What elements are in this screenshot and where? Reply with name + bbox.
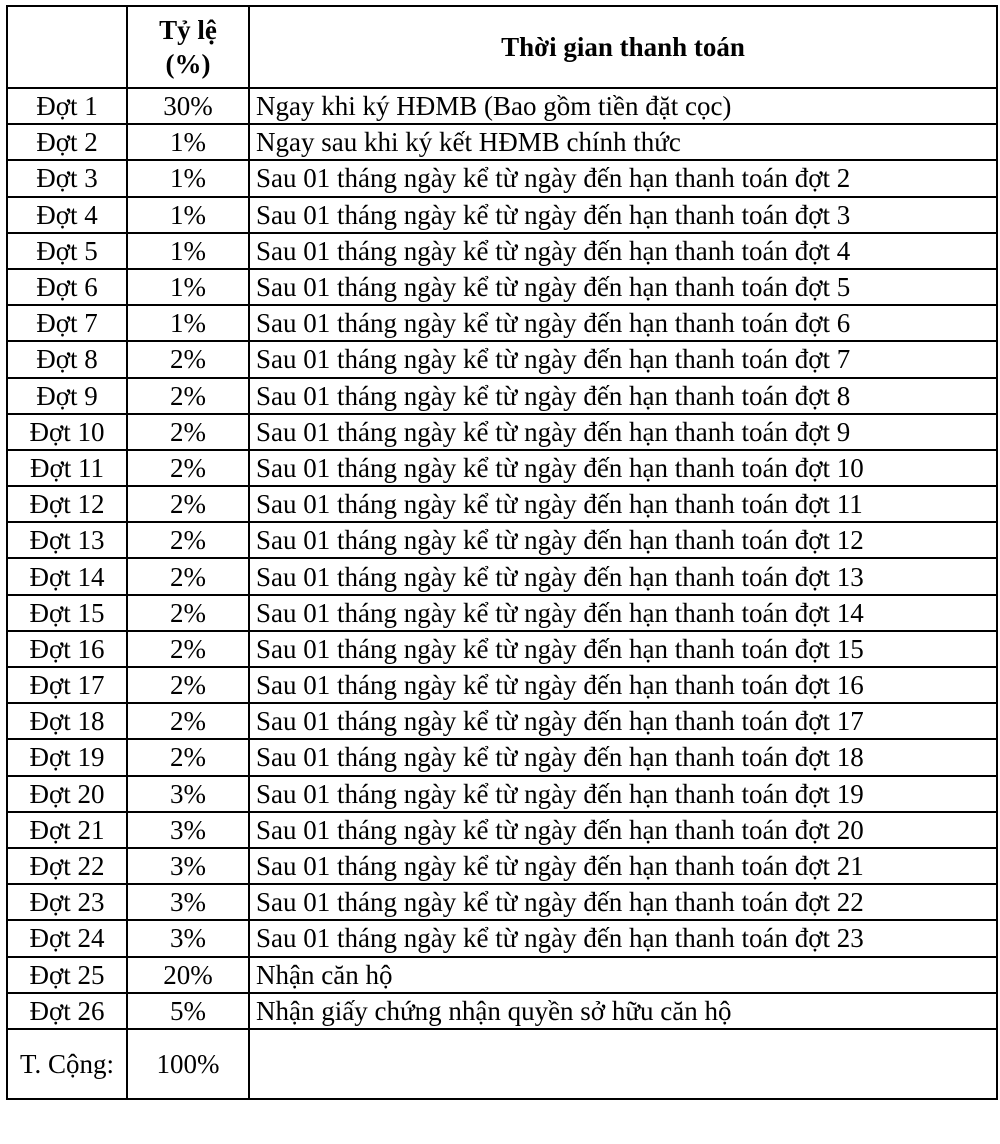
rate-cell: 1% (127, 160, 249, 196)
payment-time-cell: Sau 01 tháng ngày kể từ ngày đến hạn thanh toán đợt 3 (249, 197, 997, 233)
installment-cell: Đợt 9 (7, 378, 127, 414)
payment-time-cell: Nhận căn hộ (249, 957, 997, 993)
rate-cell: 2% (127, 341, 249, 377)
rate-cell: 30% (127, 88, 249, 124)
rate-cell: 5% (127, 993, 249, 1029)
table-row (7, 233, 997, 269)
payment-time-cell: Sau 01 tháng ngày kể từ ngày đến hạn thanh toán đợt 18 (249, 739, 997, 775)
table-row (7, 486, 997, 522)
table-row (7, 920, 997, 956)
rate-cell: 2% (127, 595, 249, 631)
table-row (7, 595, 997, 631)
table-row (7, 197, 997, 233)
table-row (7, 957, 997, 993)
rate-cell: 2% (127, 414, 249, 450)
table-row (7, 848, 997, 884)
table-row (7, 993, 997, 1029)
installment-cell: Đợt 7 (7, 305, 127, 341)
table-row (7, 522, 997, 558)
rate-cell: 1% (127, 305, 249, 341)
payment-time-cell: Nhận giấy chứng nhận quyền sở hữu căn hộ (249, 993, 997, 1029)
payment-time-cell: Sau 01 tháng ngày kể từ ngày đến hạn thanh toán đợt 11 (249, 486, 997, 522)
payment-time-cell: Sau 01 tháng ngày kể từ ngày đến hạn thanh toán đợt 23 (249, 920, 997, 956)
payment-time-cell: Sau 01 tháng ngày kể từ ngày đến hạn thanh toán đợt 8 (249, 378, 997, 414)
rate-cell: 2% (127, 703, 249, 739)
payment-time-cell: Sau 01 tháng ngày kể từ ngày đến hạn thanh toán đợt 6 (249, 305, 997, 341)
payment-time-cell: Sau 01 tháng ngày kể từ ngày đến hạn thanh toán đợt 5 (249, 269, 997, 305)
table-row (7, 88, 997, 124)
table-row (7, 812, 997, 848)
rate-cell: 3% (127, 884, 249, 920)
installment-cell: Đợt 11 (7, 450, 127, 486)
installment-cell: Đợt 1 (7, 88, 127, 124)
payment-time-cell: Sau 01 tháng ngày kể từ ngày đến hạn thanh toán đợt 16 (249, 667, 997, 703)
payment-time-cell: Sau 01 tháng ngày kể từ ngày đến hạn thanh toán đợt 17 (249, 703, 997, 739)
rate-cell: 1% (127, 197, 249, 233)
rate-cell: 3% (127, 812, 249, 848)
payment-time-cell: Sau 01 tháng ngày kể từ ngày đến hạn thanh toán đợt 7 (249, 341, 997, 377)
installment-cell: Đợt 2 (7, 124, 127, 160)
header-rate: Tỷ lệ (%) (127, 6, 249, 88)
table-total-row (7, 1029, 997, 1099)
payment-time-cell: Ngay sau khi ký kết HĐMB chính thức (249, 124, 997, 160)
payment-time-cell: Sau 01 tháng ngày kể từ ngày đến hạn thanh toán đợt 12 (249, 522, 997, 558)
payment-time-cell: Sau 01 tháng ngày kể từ ngày đến hạn thanh toán đợt 21 (249, 848, 997, 884)
table-row (7, 160, 997, 196)
table-row (7, 414, 997, 450)
installment-cell: Đợt 4 (7, 197, 127, 233)
table-row (7, 269, 997, 305)
payment-time-cell: Sau 01 tháng ngày kể từ ngày đến hạn thanh toán đợt 10 (249, 450, 997, 486)
installment-cell: Đợt 18 (7, 703, 127, 739)
table-row (7, 703, 997, 739)
table-header-row (7, 6, 997, 88)
rate-cell: 2% (127, 631, 249, 667)
payment-time-cell: Sau 01 tháng ngày kể từ ngày đến hạn thanh toán đợt 19 (249, 776, 997, 812)
rate-cell: 2% (127, 522, 249, 558)
installment-cell: Đợt 3 (7, 160, 127, 196)
table-row (7, 739, 997, 775)
table-row (7, 631, 997, 667)
payment-time-cell: Sau 01 tháng ngày kể từ ngày đến hạn thanh toán đợt 13 (249, 558, 997, 594)
table-row (7, 378, 997, 414)
payment-schedule-table (6, 5, 998, 1100)
payment-time-cell: Sau 01 tháng ngày kể từ ngày đến hạn thanh toán đợt 20 (249, 812, 997, 848)
installment-cell: Đợt 16 (7, 631, 127, 667)
installment-cell: Đợt 14 (7, 558, 127, 594)
rate-cell: 2% (127, 667, 249, 703)
rate-cell: 3% (127, 920, 249, 956)
table-row (7, 450, 997, 486)
header-installment (7, 6, 127, 88)
payment-time-cell: Ngay khi ký HĐMB (Bao gồm tiền đặt cọc) (249, 88, 997, 124)
payment-time-cell: Sau 01 tháng ngày kể từ ngày đến hạn thanh toán đợt 22 (249, 884, 997, 920)
payment-time-cell: Sau 01 tháng ngày kể từ ngày đến hạn thanh toán đợt 9 (249, 414, 997, 450)
installment-cell: Đợt 5 (7, 233, 127, 269)
installment-cell: Đợt 25 (7, 957, 127, 993)
payment-time-cell: Sau 01 tháng ngày kể từ ngày đến hạn thanh toán đợt 14 (249, 595, 997, 631)
table-row (7, 305, 997, 341)
rate-cell: 1% (127, 233, 249, 269)
installment-cell: Đợt 22 (7, 848, 127, 884)
rate-cell: 3% (127, 776, 249, 812)
payment-time-cell: Sau 01 tháng ngày kể từ ngày đến hạn thanh toán đợt 2 (249, 160, 997, 196)
total-label: T. Cộng: (7, 1029, 127, 1099)
rate-cell: 2% (127, 739, 249, 775)
table-body (7, 88, 997, 1029)
installment-cell: Đợt 24 (7, 920, 127, 956)
rate-cell: 1% (127, 269, 249, 305)
installment-cell: Đợt 19 (7, 739, 127, 775)
rate-cell: 20% (127, 957, 249, 993)
rate-cell: 2% (127, 450, 249, 486)
payment-time-cell: Sau 01 tháng ngày kể từ ngày đến hạn thanh toán đợt 4 (249, 233, 997, 269)
installment-cell: Đợt 13 (7, 522, 127, 558)
installment-cell: Đợt 21 (7, 812, 127, 848)
table-row (7, 558, 997, 594)
table-row (7, 667, 997, 703)
installment-cell: Đợt 12 (7, 486, 127, 522)
header-payment-time: Thời gian thanh toán (249, 6, 997, 88)
payment-time-cell: Sau 01 tháng ngày kể từ ngày đến hạn thanh toán đợt 15 (249, 631, 997, 667)
rate-cell: 2% (127, 558, 249, 594)
rate-cell: 1% (127, 124, 249, 160)
installment-cell: Đợt 15 (7, 595, 127, 631)
rate-cell: 2% (127, 486, 249, 522)
table-row (7, 341, 997, 377)
total-time (249, 1029, 997, 1099)
installment-cell: Đợt 17 (7, 667, 127, 703)
table-row (7, 776, 997, 812)
installment-cell: Đợt 10 (7, 414, 127, 450)
table-row (7, 884, 997, 920)
installment-cell: Đợt 8 (7, 341, 127, 377)
rate-cell: 2% (127, 378, 249, 414)
rate-cell: 3% (127, 848, 249, 884)
installment-cell: Đợt 20 (7, 776, 127, 812)
table-row (7, 124, 997, 160)
installment-cell: Đợt 6 (7, 269, 127, 305)
installment-cell: Đợt 26 (7, 993, 127, 1029)
total-rate: 100% (127, 1029, 249, 1099)
installment-cell: Đợt 23 (7, 884, 127, 920)
